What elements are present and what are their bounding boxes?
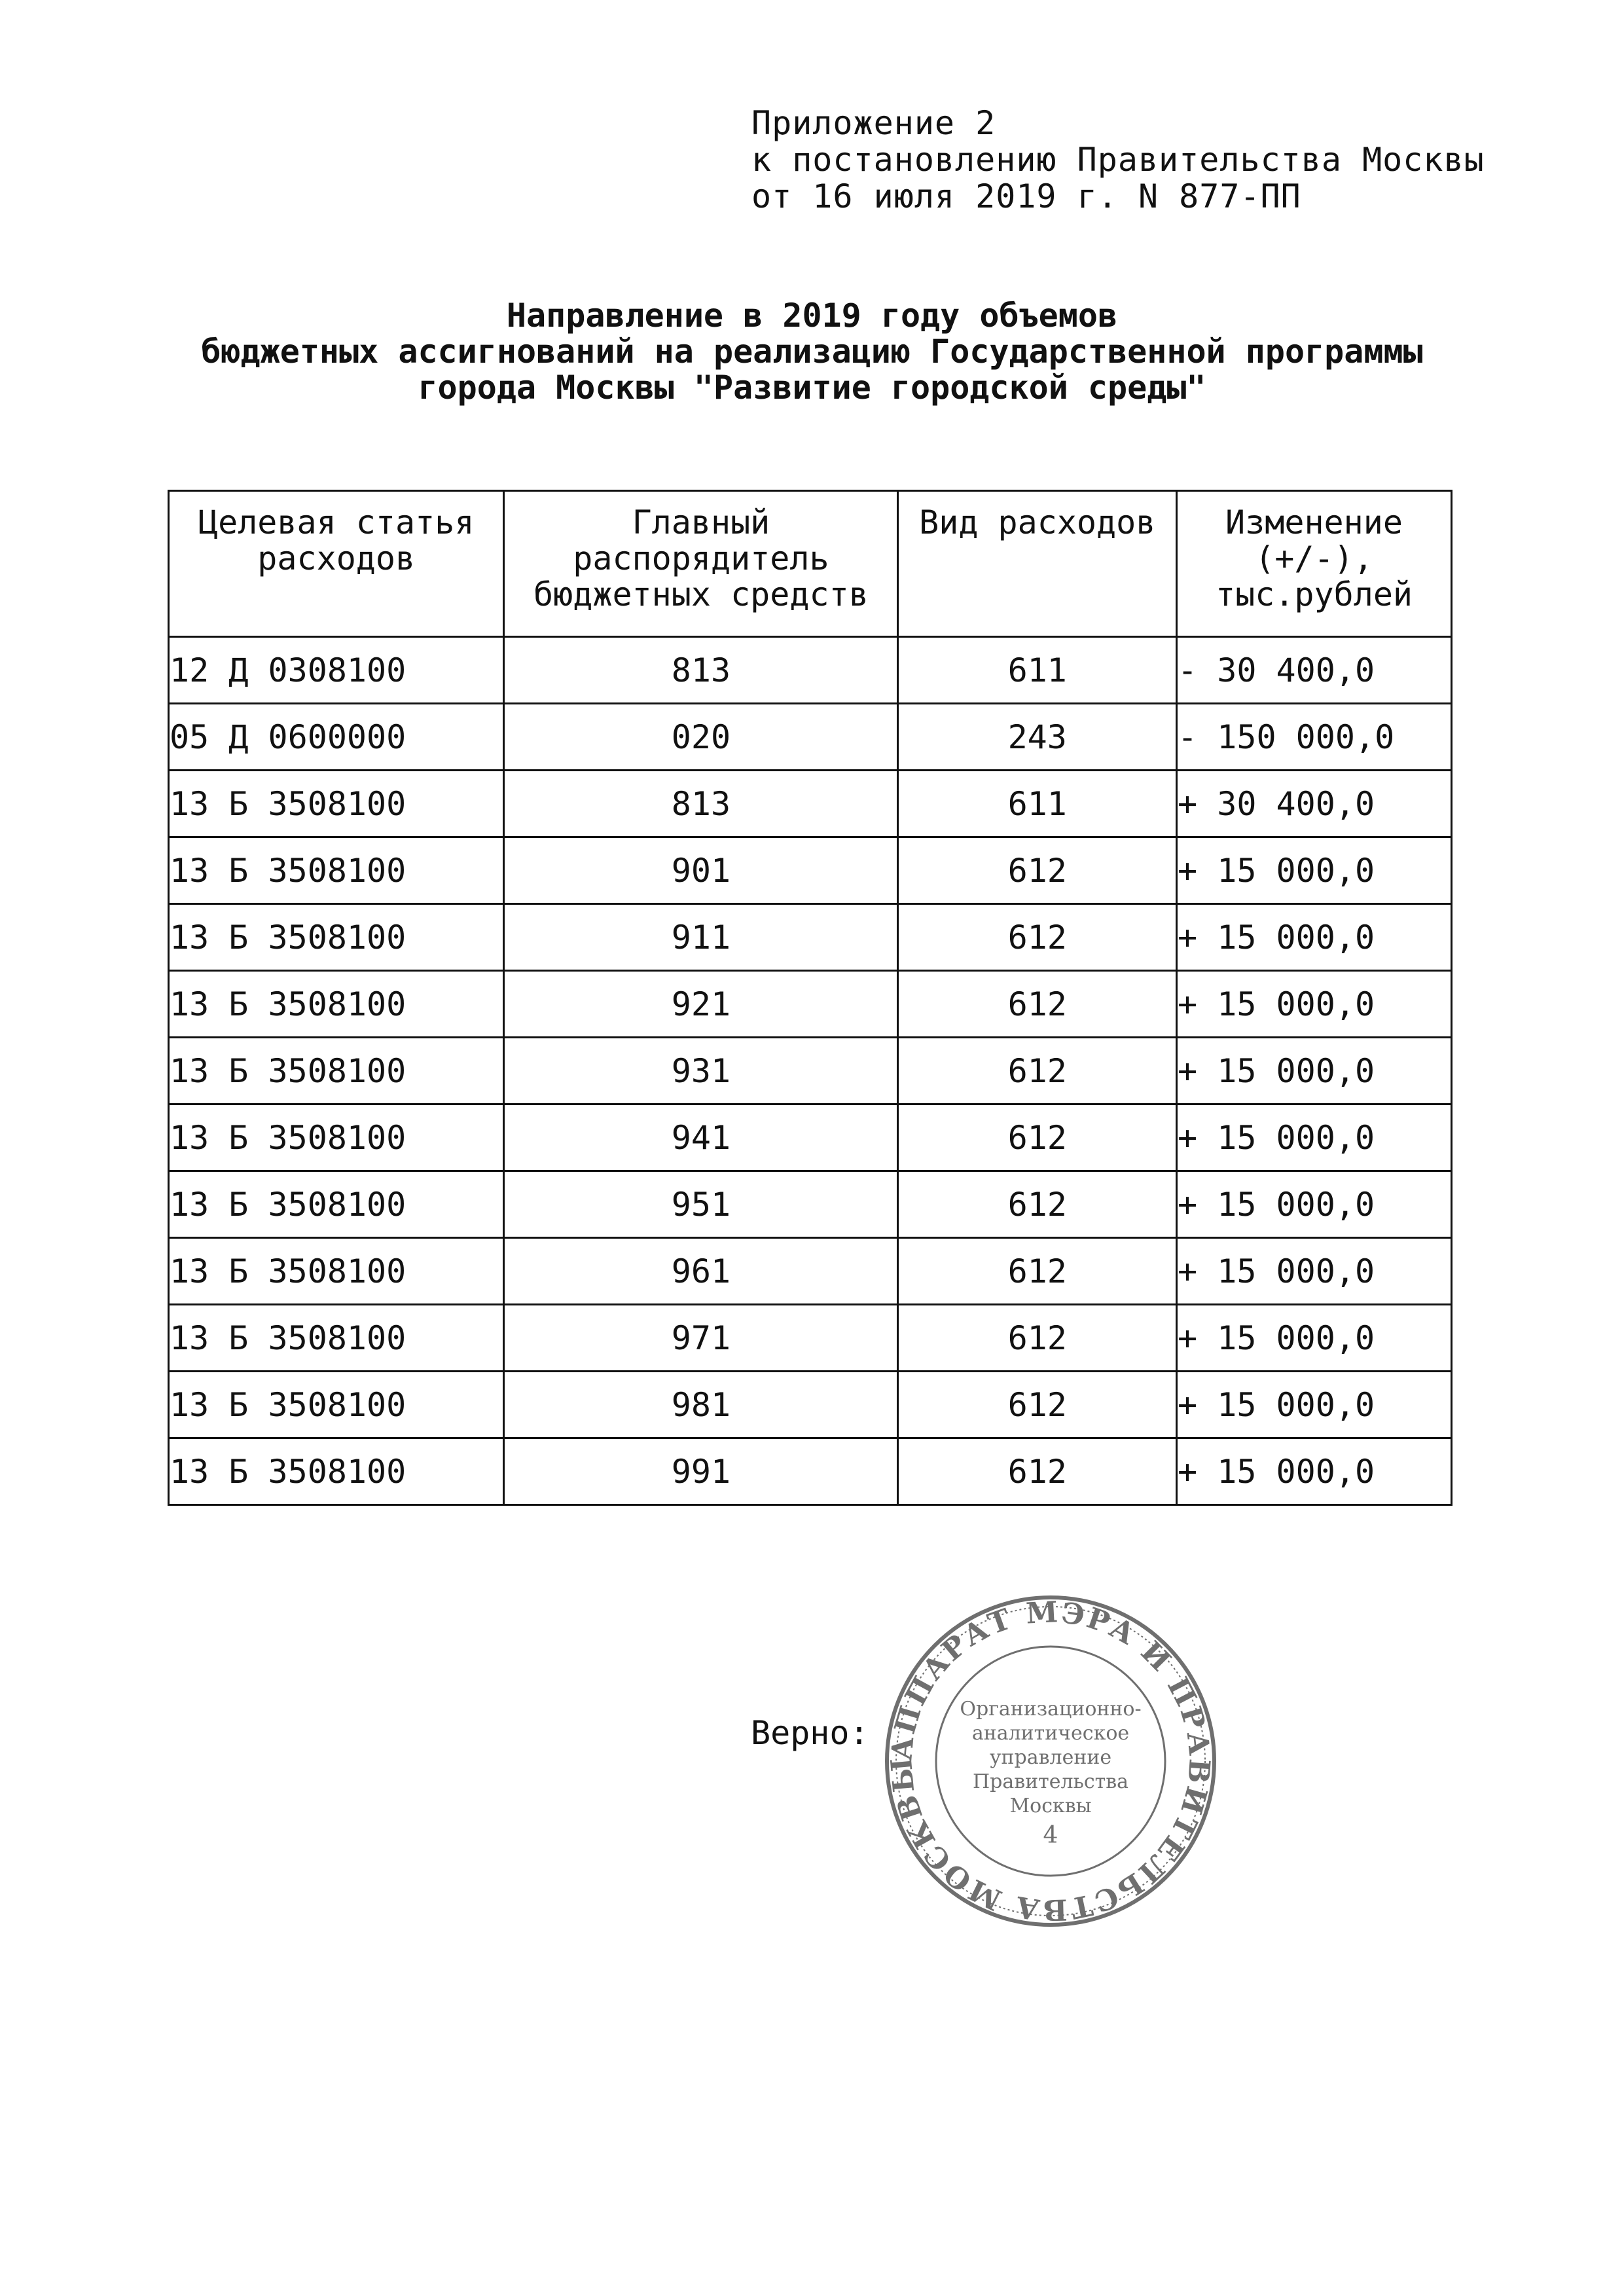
table-row [169,771,1452,837]
cell-change-amount: - 150 000,0 [1177,704,1452,771]
cell-change-amount: + 30 400,0 [1177,771,1452,837]
cell-change-amount: + 15 000,0 [1177,1305,1452,1372]
table-row [169,1104,1452,1171]
cell-chief-manager: 961 [504,1238,898,1305]
certification-label: Верно: [751,1714,869,1752]
column-header-change: Изменение (+/-), тыс.рублей [1177,491,1452,637]
table-row [169,1238,1452,1305]
table-header-row [169,491,1452,637]
cell-change-amount: + 15 000,0 [1177,904,1452,971]
cell-chief-manager: 971 [504,1305,898,1372]
cell-chief-manager: 901 [504,837,898,904]
cell-expense-type: 612 [898,1438,1177,1505]
cell-chief-manager: 813 [504,637,898,704]
cell-change-amount: + 15 000,0 [1177,1438,1452,1505]
cell-target-item: 05 Д 0600000 [169,704,504,771]
cell-chief-manager: 911 [504,904,898,971]
column-header-chief-manager: Главный распорядитель бюджетных средств [504,491,898,637]
cell-target-item: 12 Д 0308100 [169,637,504,704]
appendix-date: от 16 июля 2019 г. N 877-ПП [751,177,1301,215]
table-row [169,1305,1452,1372]
cell-expense-type: 243 [898,704,1177,771]
table-row [169,971,1452,1038]
cell-chief-manager: 951 [504,1171,898,1238]
cell-target-item: 13 Б 3508100 [169,1038,504,1104]
table-body [169,637,1452,1505]
seal-line-5: Москвы [1009,1795,1092,1817]
appendix-resolution: к постановлению Правительства Москвы [751,141,1485,179]
cell-change-amount: + 15 000,0 [1177,1171,1452,1238]
table-row [169,637,1452,704]
column-header-expense-type: Вид расходов [898,491,1177,637]
cell-expense-type: 612 [898,1305,1177,1372]
cell-change-amount: + 15 000,0 [1177,971,1452,1038]
cell-target-item: 13 Б 3508100 [169,771,504,837]
cell-change-amount: + 15 000,0 [1177,1038,1452,1104]
table-row [169,1038,1452,1104]
seal-line-1: Организационно- [960,1698,1142,1721]
cell-expense-type: 611 [898,771,1177,837]
table-row [169,837,1452,904]
cell-target-item: 13 Б 3508100 [169,904,504,971]
table-row [169,1171,1452,1238]
appendix-header [751,105,1485,215]
column-header-target-item: Целевая статья расходов [169,491,504,637]
table-row [169,1372,1452,1438]
cell-change-amount: - 30 400,0 [1177,637,1452,704]
cell-change-amount: + 15 000,0 [1177,1238,1452,1305]
table-row [169,704,1452,771]
cell-expense-type: 612 [898,1104,1177,1171]
seal-line-2: аналитическое [971,1722,1130,1745]
cell-expense-type: 612 [898,1038,1177,1104]
cell-change-amount: + 15 000,0 [1177,1372,1452,1438]
cell-expense-type: 612 [898,1171,1177,1238]
seal-line-4: Правительства [972,1770,1129,1793]
budget-allocation-table [168,490,1453,1506]
cell-expense-type: 612 [898,837,1177,904]
cell-chief-manager: 941 [504,1104,898,1171]
cell-target-item: 13 Б 3508100 [169,1104,504,1171]
cell-target-item: 13 Б 3508100 [169,1171,504,1238]
cell-change-amount: + 15 000,0 [1177,1104,1452,1171]
cell-expense-type: 612 [898,1372,1177,1438]
title-line-2: бюджетных ассигнований на реализацию Государственной программы [201,333,1423,371]
cell-chief-manager: 991 [504,1438,898,1505]
cell-target-item: 13 Б 3508100 [169,1438,504,1505]
cell-expense-type: 612 [898,904,1177,971]
document-title [0,298,1624,406]
cell-change-amount: + 15 000,0 [1177,837,1452,904]
official-stamp-seal [877,1591,1224,1931]
cell-target-item: 13 Б 3508100 [169,1305,504,1372]
seal-ring-text: АППАРАТ МЭРА И ПРАВИТЕЛЬСТВА МОСКВЫ [884,1595,1216,1927]
cell-expense-type: 612 [898,971,1177,1038]
cell-target-item: 13 Б 3508100 [169,1238,504,1305]
seal-line-3: управление [989,1746,1112,1769]
table-row [169,1438,1452,1505]
cell-chief-manager: 931 [504,1038,898,1104]
title-line-3: города Москвы "Развитие городской среды" [418,369,1206,407]
title-line-1: Направление в 2019 году объемов [506,297,1118,335]
cell-target-item: 13 Б 3508100 [169,1372,504,1438]
cell-target-item: 13 Б 3508100 [169,837,504,904]
table-row [169,904,1452,971]
seal-number: 4 [1043,1822,1058,1849]
appendix-number: Приложение 2 [751,104,996,142]
cell-target-item: 13 Б 3508100 [169,971,504,1038]
cell-chief-manager: 020 [504,704,898,771]
cell-chief-manager: 921 [504,971,898,1038]
cell-expense-type: 611 [898,637,1177,704]
cell-chief-manager: 981 [504,1372,898,1438]
cell-expense-type: 612 [898,1238,1177,1305]
cell-chief-manager: 813 [504,771,898,837]
